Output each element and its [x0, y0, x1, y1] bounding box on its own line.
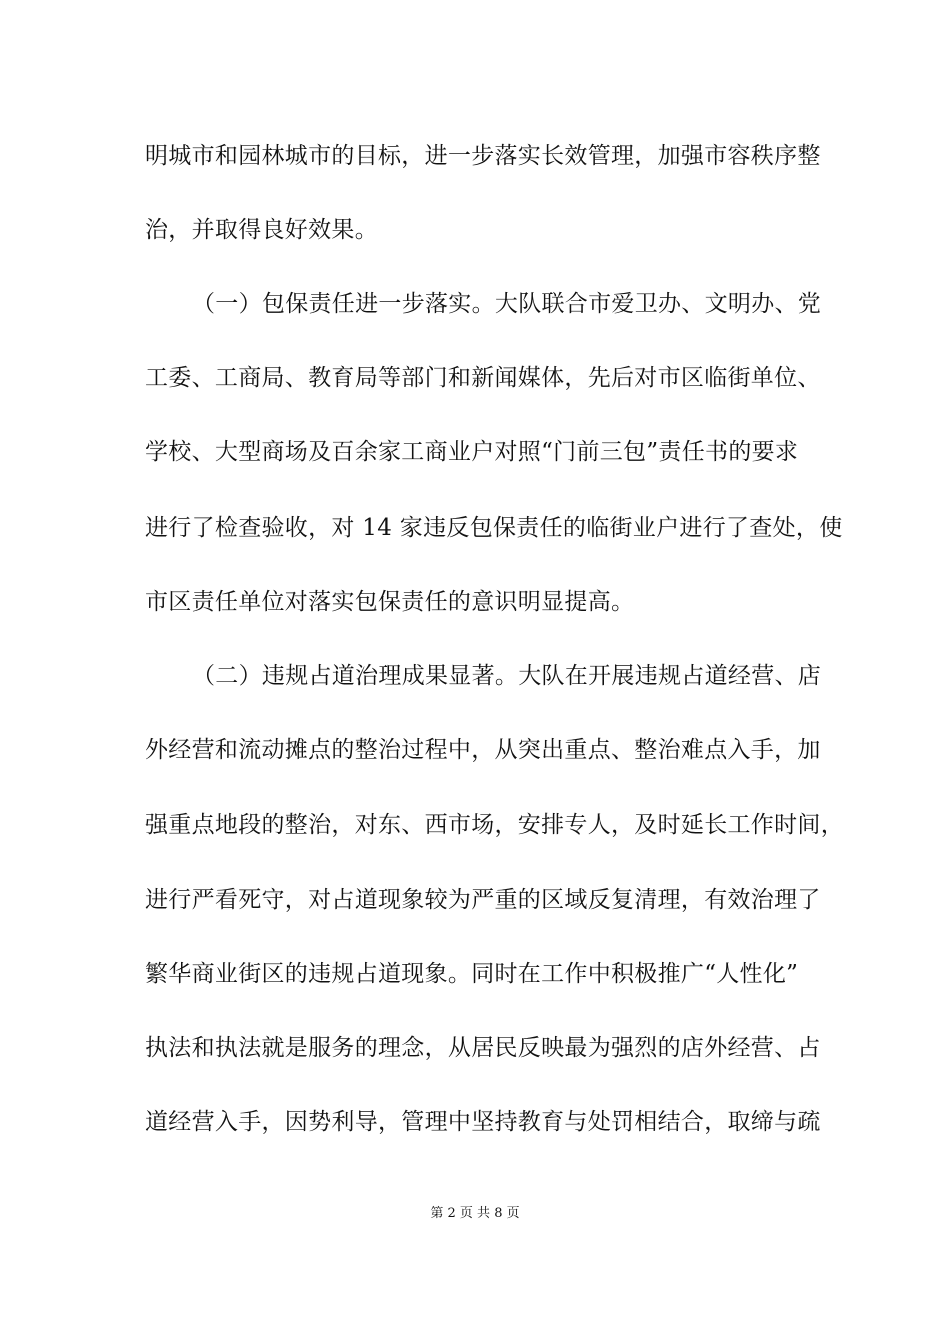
text-line: 工委、工商局、教育局等部门和新闻媒体，先后对市区临街单位、 [145, 365, 821, 391]
paragraph-heading-line: （一）包保责任进一步落实。大队联合市爱卫办、文明办、党 [192, 291, 822, 317]
page-number-footer: 第 2 页 共 8 页 [430, 1206, 520, 1221]
text-line: 进行了检查验收，对 14 家违反包保责任的临街业户进行了查处，使 [145, 515, 843, 541]
text-line: 外经营和流动摊点的整治过程中，从突出重点、整治难点入手，加 [145, 737, 821, 763]
text-line: 学校、大型商场及百余家工商业户对照“门前三包”责任书的要求 [145, 439, 799, 465]
text-line: 明城市和园林城市的目标，进一步落实长效管理，加强市容秩序整 [145, 143, 821, 169]
paragraph-heading-line: （二）违规占道治理成果显著。大队在开展违规占道经营、店 [192, 663, 822, 689]
text-line: 道经营入手，因势利导，管理中坚持教育与处罚相结合，取缔与疏 [145, 1109, 821, 1135]
text-line: 繁华商业街区的违规占道现象。同时在工作中积极推广“人性化” [145, 961, 799, 987]
text-line: 执法和执法就是服务的理念，从居民反映最为强烈的店外经营、占 [145, 1035, 821, 1061]
text-line: 进行严看死守，对占道现象较为严重的区域反复清理，有效治理了 [145, 887, 821, 913]
text-line: 治，并取得良好效果。 [145, 217, 378, 243]
text-line: 强重点地段的整治，对东、西市场，安排专人，及时延长工作时间， [145, 812, 844, 838]
text-line: 市区责任单位对落实包保责任的意识明显提高。 [145, 589, 635, 615]
